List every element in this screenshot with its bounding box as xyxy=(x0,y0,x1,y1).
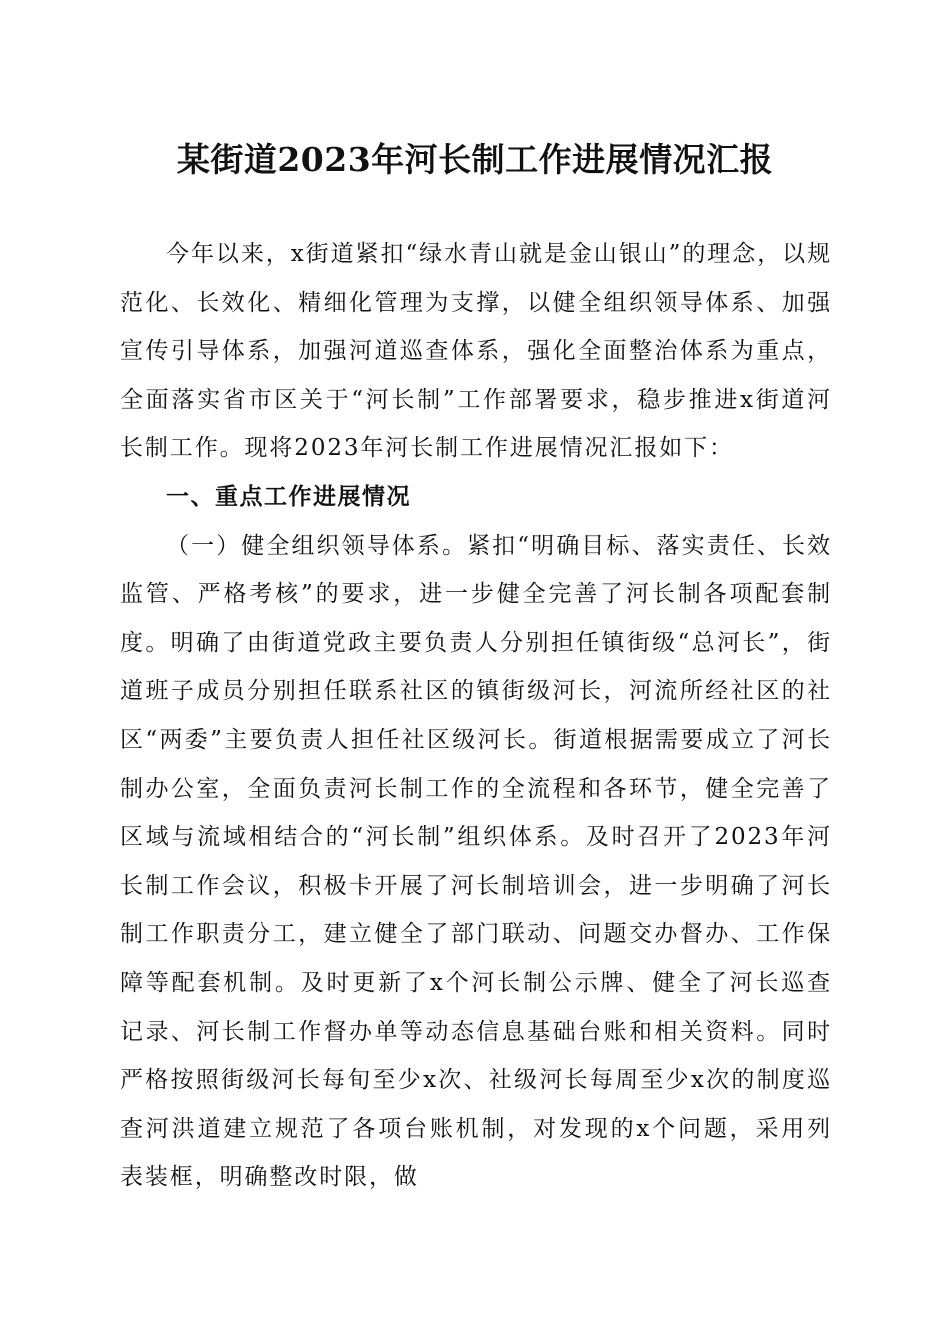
section-heading: 一、重点工作进展情况 xyxy=(166,483,411,510)
section-paragraph: （一）健全组织领导体系。紧扣“明确目标、落实责任、长效监管、严格考核”的要求，进一步健全完善了河长制各项配套制度。明确了由街道党政主要负责人分别担任镇街级“总河长”，街道班子成员分别担任联系社区的镇街级河长，河流所经社区的社区“两委”主要负责人担任社区级河长。街道根据需要成立了河长制办公室，全面负责河长制工作的全流程和各环节，健全完善了区域与流域相结合的“河长制”组织体系。及时召开了2023年河长制工作会议，积极卡开展了河长制培训会，进一步明确了河长制工作职责分工，建立健全了部门联动、问题交办督办、工作保障等配套机制。及时更新了x个河长制公示牌、健全了河长巡查记录、河长制工作督办单等动态信息基础台账和相关资料。同时严格按照街级河长每旬至少x次、社级河长每周至少x次的制度巡查河洪道建立规范了各项台账机制，对发现的x个问题，采用列表装框，明确整改时限，做 xyxy=(120,532,832,1191)
document-body xyxy=(120,230,832,1202)
intro-paragraph: 今年以来，x街道紧扣“绿水青山就是金山银山”的理念，以规范化、长效化、精细化管理为支撑，以健全组织领导体系、加强宣传引导体系，加强河道巡查体系，强化全面整治体系为重点，全面落实省市区关于“河长制”工作部署要求，稳步推进x街道河长制工作。现将2023年河长制工作进展情况汇报如下： xyxy=(120,241,832,462)
document-title: 某街道2023年河长制工作进展情况汇报 xyxy=(176,140,774,179)
